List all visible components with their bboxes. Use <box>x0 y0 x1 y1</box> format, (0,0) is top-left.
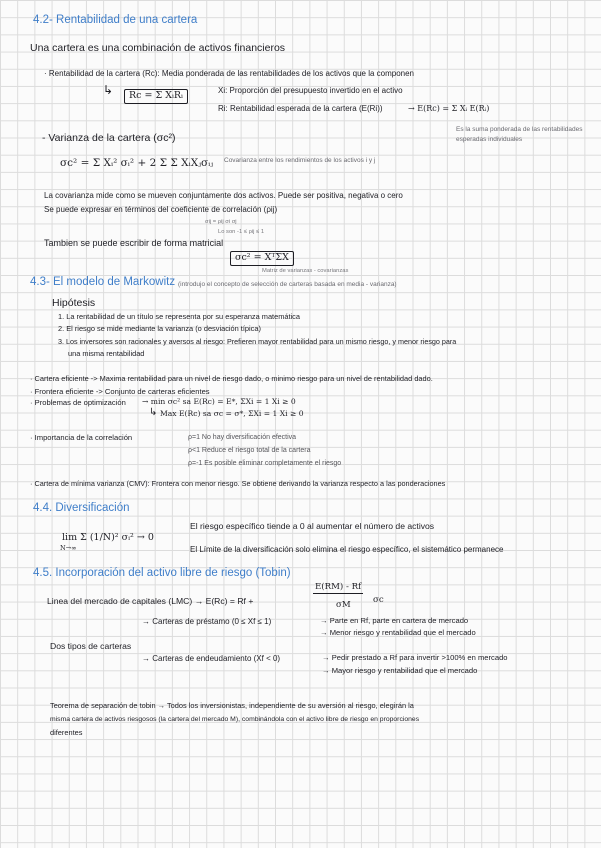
correlation-formula: σij = ρij σi σj <box>205 219 237 225</box>
expected-return-formula: → E(Rc) = Σ Xᵢ E(Rᵢ) <box>408 104 490 113</box>
correlation-range: Lo son -1 ≤ ρij ≤ 1 <box>218 229 265 235</box>
covariance-note: Covarianza entre los rendimientos de los activos i y j <box>224 157 376 164</box>
rentabilidad-line: · Rentabilidad de la cartera (Rc): Media ponderada de las rentabilidades de los activos que la componen <box>44 69 414 78</box>
formula-rc: Rc = Σ XᵢRᵢ <box>124 89 188 104</box>
dos-tipos-label: Dos tipos de carteras <box>50 641 132 651</box>
endeudamiento-detail-2: → Mayor riesgo y rentabilidad que el mercado <box>322 666 478 675</box>
teorema-line-1: Teorema de separación de tobin → Todos los inversionistas, independiente de su aversión al riesgo, elegirán la <box>50 701 414 710</box>
teorema-line-3: diferentes <box>50 728 83 737</box>
section-title-4-3: 4.3- El modelo de Markowitz <box>30 276 176 288</box>
prestamo-detail-1: → Parte en Rf, parte en cartera de mercado <box>320 616 469 625</box>
lmc-numerator: E(RM) - Rf <box>315 582 362 592</box>
frontera-eficiente-line: · Frontera eficiente -> Conjunto de carteras eficientes <box>30 387 210 396</box>
matrix-note: Matriz de varianzas - covarianzas <box>262 268 349 274</box>
hipotesis-3-cont: una misma rentabilidad <box>68 349 145 358</box>
cmv-line: · Cartera de mínima varianza (CMV): Frontera con menor riesgo. Se obtiene derivando la varianza respecto a las ponderaciones <box>30 479 446 488</box>
section-title-4-5: 4.5. Incorporación del activo libre de riesgo (Tobin) <box>33 567 291 579</box>
branch-arrow-icon: ↳ <box>149 407 158 418</box>
limit-subscript: N→∞ <box>60 544 77 552</box>
side-note-1: Es la suma ponderada de las rentabilidades <box>456 126 583 133</box>
matricial-line: Tambien se puede escribir de forma matricial <box>44 238 224 248</box>
limit-formula: lim Σ (1/N)² σᵢ² → 0 <box>62 532 154 543</box>
endeudamiento-detail-1: → Pedir prestado a Rf para invertir >100% en mercado <box>322 653 508 662</box>
optimizacion-max: Max E(Rc) sa σc = σ*, ΣXi = 1 Xi ≥ 0 <box>160 409 304 418</box>
varianza-title: - Varianza de la cartera (σc²) <box>42 132 176 144</box>
side-note-2: esperadas individuales <box>456 136 523 143</box>
section-title-4-2: 4.2- Rentabilidad de una cartera <box>33 14 198 26</box>
ri-definition: Ri: Rentabilidad esperada de la cartera (E(Ri)) <box>218 104 383 113</box>
importancia-2: ρ<1 Reduce el riesgo total de la cartera <box>188 447 311 454</box>
hipotesis-3: 3. Los inversores son racionales y aversos al riesgo: Prefieren mayor rentabilidad para un mismo riesgo, y menor riesgo para <box>58 337 457 346</box>
prestamo-label: → Carteras de préstamo (0 ≤ Xf ≤ 1) <box>142 617 272 626</box>
section-title-4-4: 4.4. Diversificación <box>33 502 130 514</box>
correlacion-line: Se puede expresar en términos del coeficiente de correlación (ρij) <box>44 205 278 214</box>
varianza-formula: σc² = Σ Xᵢ² σᵢ² + 2 Σ Σ XᵢXⱼσᵢⱼ <box>60 157 214 169</box>
optimizacion-label: · Problemas de optimización <box>30 398 126 407</box>
lmc-tail: σc <box>373 595 384 605</box>
importancia-1: ρ=1 No hay diversificación efectiva <box>188 434 297 441</box>
covarianza-line: La covarianza mide como se mueven conjuntamente dos activos. Puede ser positiva, negativa o cero <box>44 191 403 200</box>
optimizacion-min: → min σc² sa E(Rc) = E*, ΣXi = 1 Xi ≥ 0 <box>142 397 296 406</box>
arrow-icon: ↳ <box>103 83 114 97</box>
diversificacion-text-1: El riesgo específico tiende a 0 al aumentar el número de activos <box>190 521 435 531</box>
importancia-3: ρ=-1 Es posible eliminar completamente el riesgo <box>188 460 342 467</box>
matrix-formula: σc² = XᵀΣX <box>230 251 294 266</box>
hipotesis-title: Hipótesis <box>52 297 96 309</box>
intro-text: Una cartera es una combinación de activos financieros <box>30 42 286 54</box>
xi-definition: Xi: Proporción del presupuesto invertido en el activo <box>218 86 403 95</box>
hipotesis-2: 2. El riesgo se mide mediante la varianza (o desviación típica) <box>58 324 261 333</box>
lmc-denominator: σM <box>336 600 351 610</box>
markowitz-subtitle: (introdujo el concepto de selección de carteras basada en media - varianza) <box>178 281 397 288</box>
hipotesis-1: 1. La rentabilidad de un título se representa por su esperanza matemática <box>58 312 300 321</box>
lmc-line: Linea del mercado de capitales (LMC) → E(Rc) = Rf + <box>47 596 254 606</box>
importancia-label: · Importancia de la correlación <box>30 433 133 442</box>
prestamo-detail-2: → Menor riesgo y rentabilidad que el mercado <box>320 628 476 637</box>
cartera-eficiente-line: · Cartera eficiente -> Maxima rentabilidad para un nivel de riesgo dado, o minimo riesgo para un nivel de rentabilidad dado. <box>30 374 433 383</box>
diversificacion-text-2: El Límite de la diversificación solo elimina el riesgo específico, el sistemático permanece <box>190 545 504 554</box>
teorema-line-2: misma cartera de activos riesgosos (la cartera del mercado M), combinándola con el activo libre de riesgo en proporciones <box>50 716 420 723</box>
endeudamiento-label: → Carteras de endeudamiento (Xf < 0) <box>142 654 281 663</box>
